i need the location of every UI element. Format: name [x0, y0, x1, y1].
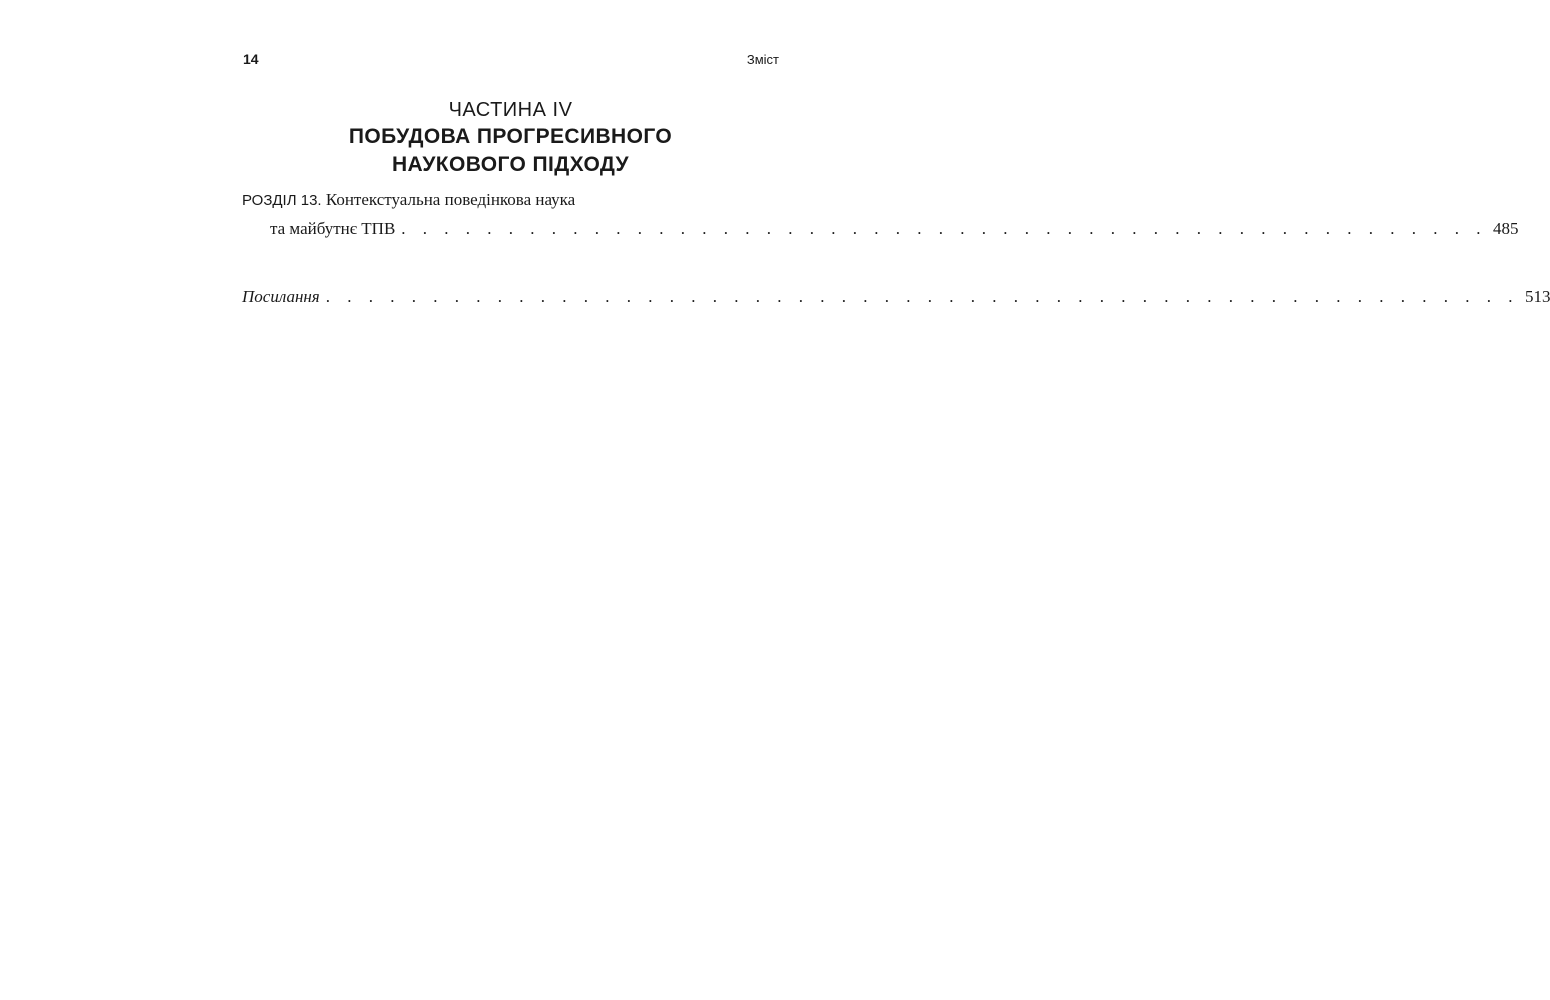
toc-entry-references [242, 283, 1550, 311]
toc-entry-chapter-13 [242, 186, 1519, 243]
chapter-page-number: 485 [1493, 219, 1519, 238]
toc-entry-references-line [242, 283, 1550, 311]
part-title-line-2: НАУКОВОГО ПІДХОДУ [391, 153, 629, 176]
references-page-number: 513 [1524, 287, 1550, 306]
toc-entry-line-2 [242, 215, 1519, 243]
part-title-line-1: ПОБУДОВА ПРОГРЕСИВНОГО [348, 125, 673, 148]
page-number: 14 [243, 51, 259, 67]
references-title: Посилання [242, 287, 320, 306]
dot-leader: . . . . . . . . . . . . . . . . . . . . . . . . . . . . . . . . . . . . . . . . . . . . . . . . . . . . . . . . [325, 287, 1519, 306]
part-heading [242, 97, 779, 179]
chapter-title-line-1: Контекстуальна поведінкова наука [325, 190, 576, 209]
running-head: Зміст [746, 52, 779, 67]
chapter-prefix: РОЗДІЛ 13. [242, 192, 322, 209]
toc-entry-line-1 [242, 186, 779, 215]
dot-leader: . . . . . . . . . . . . . . . . . . . . . . . . . . . . . . . . . . . . . . . . . . . . . . . . . . . [401, 219, 1488, 238]
chapter-title-line-2: та майбутнє ТПВ [270, 219, 396, 238]
part-label: ЧАСТИНА IV [448, 99, 573, 121]
